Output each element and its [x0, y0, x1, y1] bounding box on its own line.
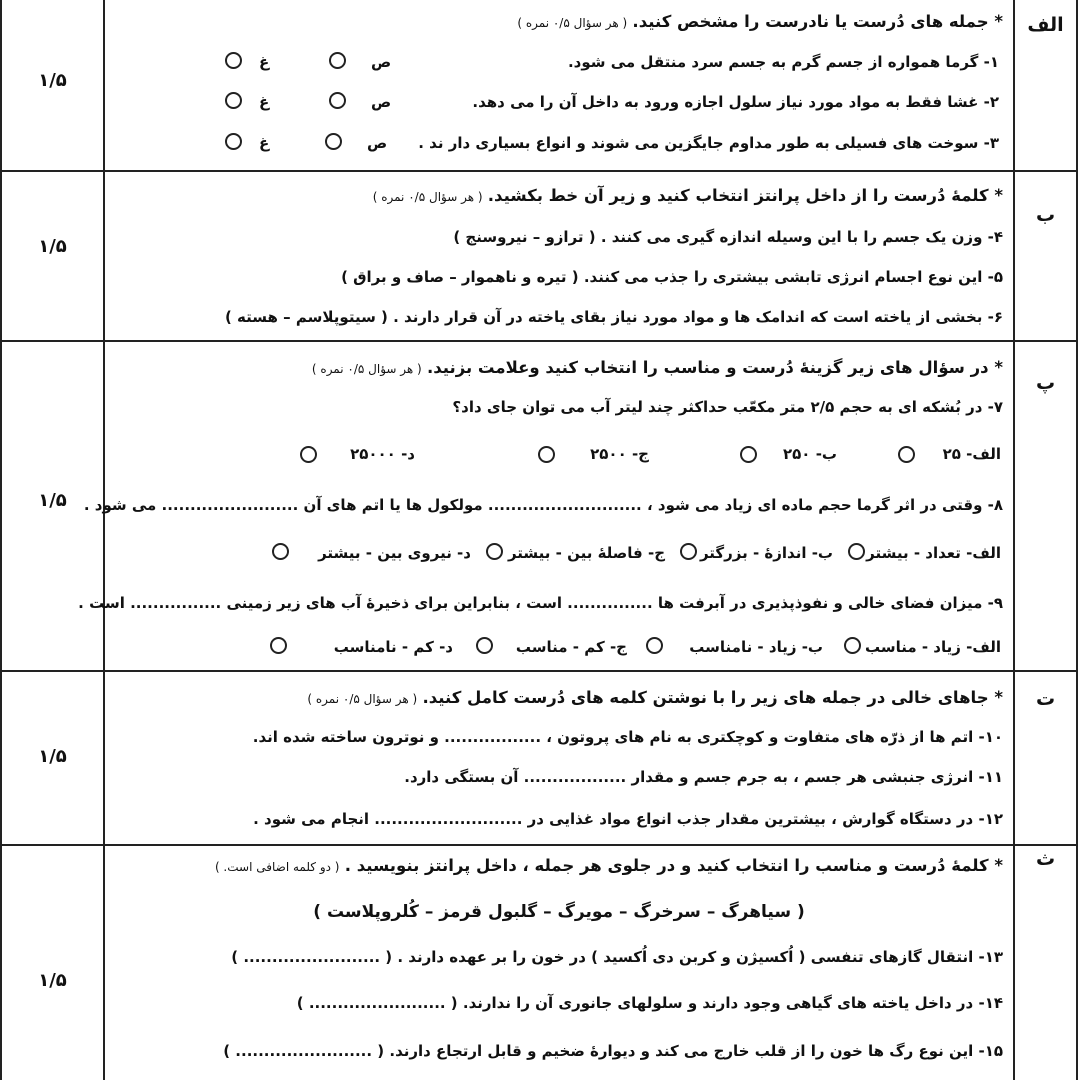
q7-radio-a[interactable] — [898, 446, 915, 463]
true-radio-q2[interactable] — [329, 92, 346, 109]
heading-text: * جمله های دُرست یا نادرست را مشخص کنید. — [632, 12, 1003, 31]
section-score: ۱/۵ — [38, 970, 67, 991]
section-heading — [115, 358, 1003, 377]
question-13: ۱۳- انتقال گازهای تنفسی ( اُکسیژن و کربن دی اُکسید ) در خون را بر عهده دارند . ( ........................ ) — [231, 948, 1003, 966]
score-hint: ( هر سؤال ۰/۵ نمره ) — [311, 362, 422, 376]
q7-radio-d[interactable] — [300, 446, 317, 463]
section-label: پ — [1035, 372, 1056, 394]
true-label: ص — [371, 53, 392, 71]
question-14: ۱۴- در داخل یاخته های گیاهی وجود دارند و سلولهای جانوری آن را ندارند. ( ........................ ) — [296, 994, 1003, 1012]
label-column — [1013, 0, 1076, 170]
q8-radio-a[interactable] — [848, 543, 865, 560]
false-radio-q1[interactable] — [225, 52, 242, 69]
false-radio-q2[interactable] — [225, 92, 242, 109]
false-label: غ — [259, 93, 270, 111]
true-radio-q3[interactable] — [325, 133, 342, 150]
q9-radio-d[interactable] — [270, 637, 287, 654]
section-se — [2, 844, 1076, 1080]
q7-option-b: ب- ۲۵۰ — [783, 445, 837, 463]
section-heading — [115, 186, 1003, 205]
question-7: ۷- در بُشکه ای به حجم ۲/۵ متر مکعّب حداکثر چند لیتر آب می توان جای داد؟ — [452, 398, 1003, 416]
q8-radio-d[interactable] — [272, 543, 289, 560]
question-2: ۲- غشا فقط به مواد مورد نیاز سلول اجازه ورود به داخل آن را می دهد. — [472, 93, 999, 111]
section-label: ب — [1035, 204, 1056, 226]
heading-text: * کلمهٔ دُرست و مناسب را انتخاب کنید و در جلوی هر جمله ، داخل پرانتز بنویسید . — [344, 856, 1003, 875]
section-score: ۱/۵ — [38, 70, 67, 91]
question-6: ۶- بخشی از یاخته است که اندامک ها و مواد مورد نیاز بقای یاخته در آن قرار دارند . ( سیتوپلاسم – هسته ) — [224, 308, 1003, 326]
q8-option-b: ب- اندازهٔ - بزرگتر — [699, 544, 833, 562]
section-pe — [2, 340, 1076, 670]
word-bank: ( سیاهرگ – سرخرگ – مویرگ – گلبول قرمز – کُلروپلاست ) — [313, 902, 805, 922]
label-column — [1013, 672, 1076, 844]
question-15: ۱۵- این نوع رگ ها خون را از قلب خارج می کند و دیوارهٔ ضخیم و قابل ارتجاع دارند. ( ........................ ) — [223, 1042, 1003, 1060]
q9-radio-b[interactable] — [646, 637, 663, 654]
heading-text: * جاهای خالی در جمله های زیر را با نوشتن کلمه های دُرست کامل کنید. — [422, 688, 1003, 707]
section-score: ۱/۵ — [38, 490, 67, 511]
section-content — [105, 846, 1013, 1080]
q9-option-a: الف- زیاد - مناسب — [864, 638, 1001, 656]
section-label: ت — [1035, 688, 1056, 710]
section-be — [2, 170, 1076, 340]
q7-option-a: الف- ۲۵ — [942, 445, 1001, 463]
false-label: غ — [259, 134, 270, 152]
section-score: ۱/۵ — [38, 746, 67, 767]
section-content — [105, 172, 1013, 340]
q9-radio-a[interactable] — [844, 637, 861, 654]
score-column — [2, 846, 105, 1080]
q9-option-b: ب- زیاد - نامناسب — [689, 638, 823, 656]
question-1: ۱- گرما همواره از جسم گرم به جسم سرد منتقل می شود. — [567, 53, 999, 71]
label-column — [1013, 172, 1076, 340]
question-12: ۱۲- در دستگاه گوارش ، بیشترین مقدار جذب انواع مواد غذایی در .......................... انجام می شود . — [253, 810, 1003, 828]
score-hint: ( هر سؤال ۰/۵ نمره ) — [372, 190, 483, 204]
label-column — [1013, 846, 1076, 1080]
score-column — [2, 672, 105, 844]
heading-text: * کلمهٔ دُرست را از داخل پرانتز انتخاب کنید و زیر آن خط بکشید. — [487, 186, 1003, 205]
question-4: ۴- وزن یک جسم را با این وسیله اندازه گیری می کنند . ( ترازو – نیروسنج ) — [453, 228, 1003, 246]
false-radio-q3[interactable] — [225, 133, 242, 150]
false-label: غ — [259, 53, 270, 71]
score-hint: ( هر سؤال ۰/۵ نمره ) — [517, 16, 628, 30]
section-content — [105, 672, 1013, 844]
question-10: ۱۰- اتم ها از ذرّه های متفاوت و کوچکتری به نام های پروتون ، ................. و نوترون ساخته شده اند. — [252, 728, 1003, 746]
q8-radio-b[interactable] — [680, 543, 697, 560]
q7-radio-b[interactable] — [740, 446, 757, 463]
q9-radio-c[interactable] — [476, 637, 493, 654]
q7-option-d: د- ۲۵۰۰۰ — [350, 445, 415, 463]
section-te — [2, 670, 1076, 844]
q8-option-d: د- نیروی بین - بیشتر — [318, 544, 471, 562]
section-alef — [2, 0, 1076, 170]
heading-text: * در سؤال های زیر گزینهٔ دُرست و مناسب را انتخاب کنید وعلامت بزنید. — [426, 358, 1003, 377]
section-score: ۱/۵ — [38, 236, 67, 257]
section-heading — [115, 856, 1003, 875]
section-heading — [115, 688, 1003, 707]
q7-radio-c[interactable] — [538, 446, 555, 463]
question-11: ۱۱- انرژی جنبشی هر جسم ، به جرم جسم و مقدار .................. آن بستگی دارد. — [404, 768, 1003, 786]
label-column — [1013, 342, 1076, 670]
true-label: ص — [371, 93, 392, 111]
section-content — [78, 342, 1013, 670]
section-label: الف — [1027, 14, 1064, 36]
q9-option-c: ج- کم - مناسب — [515, 638, 627, 656]
q8-option-c: ج- فاصلهٔ بین - بیشتر — [507, 544, 665, 562]
q8-radio-c[interactable] — [486, 543, 503, 560]
question-3: ۳- سوخت های فسیلی به طور مداوم جایگزین می شوند و انواع بسیاری دار ند . — [418, 134, 999, 152]
section-content — [105, 0, 1013, 170]
tf-options-q1 — [105, 0, 1013, 170]
q8-option-a: الف- تعداد - بیشتر — [866, 544, 1001, 562]
score-column — [2, 172, 105, 340]
section-label: ث — [1035, 848, 1056, 870]
true-label: ص — [367, 134, 388, 152]
q7-option-c: ج- ۲۵۰۰ — [590, 445, 649, 463]
true-radio-q1[interactable] — [329, 52, 346, 69]
score-column — [2, 0, 105, 170]
question-5: ۵- این نوع اجسام انرژی تابشی بیشتری را جذب می کنند. ( تیره و ناهموار – صاف و براق ) — [341, 268, 1003, 286]
score-hint: ( دو کلمه اضافی است. ) — [214, 860, 340, 874]
question-8: ۸- وقتی در اثر گرما حجم ماده ای زیاد می شود ، ........................... مولکول ها یا اتم های آن ........................ می شود . — [83, 496, 1003, 514]
score-hint: ( هر سؤال ۰/۵ نمره ) — [307, 692, 418, 706]
q9-option-d: د- کم - نامناسب — [333, 638, 453, 656]
question-9: ۹- میزان فضای خالی و نفوذپذیری در آبرفت ها ............... است ، بنابراین برای ذخیرهٔ آب های زیر زمینی ................ است . — [78, 594, 1003, 612]
